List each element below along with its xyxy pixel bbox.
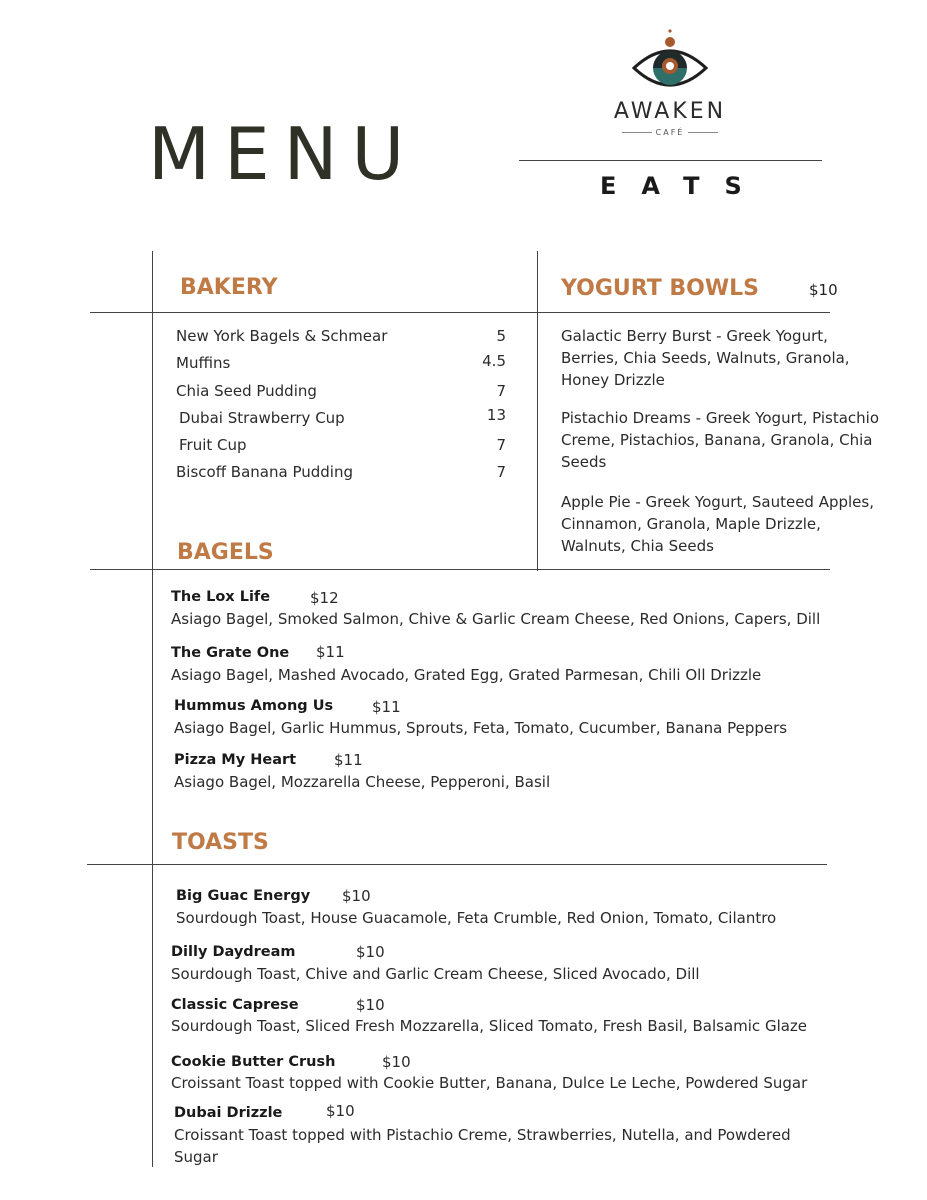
- header-divider: [519, 160, 822, 161]
- eye-logo-icon: [628, 28, 712, 98]
- yogurt-item: Pistachio Dreams - Greek Yogurt, Pistachio Creme, Pistachios, Banana, Granola, Chia Seeds: [561, 409, 880, 471]
- toast-name: Classic Caprese: [171, 997, 299, 1013]
- yogurt-price: $10: [809, 281, 838, 299]
- bakery-divider: [90, 312, 830, 313]
- yogurt-item: Apple Pie - Greek Yogurt, Sauteed Apples, Cinnamon, Granola, Maple Drizzle, Walnuts, Chia Seeds: [561, 493, 874, 555]
- bagel-desc: Asiago Bagel, Mashed Avocado, Grated Egg, Grated Parmesan, Chili Oll Drizzle: [171, 666, 762, 684]
- bagel-name: Hummus Among Us: [174, 698, 334, 714]
- bagel-price: $11: [372, 698, 401, 716]
- list-item: Muffins: [176, 354, 231, 372]
- toast-price: $10: [342, 887, 371, 905]
- item-price: 7: [496, 382, 506, 400]
- toast-desc: Sourdough Toast, Sliced Fresh Mozzarella, Sliced Tomato, Fresh Basil, Balsamic Glaze: [171, 1017, 808, 1035]
- list-item: Dubai Strawberry Cup: [179, 409, 345, 427]
- item-price: 7: [496, 463, 506, 481]
- yogurt-heading: YOGURT BOWLS: [561, 276, 759, 301]
- toast-desc: Croissant Toast topped with Cookie Butter, Banana, Dulce Le Leche, Powdered Sugar: [171, 1074, 808, 1092]
- list-item: Chia Seed Pudding: [176, 382, 317, 400]
- bagel-price: $12: [310, 589, 339, 607]
- bakery-heading: BAKERY: [180, 275, 278, 300]
- bagel-desc: Asiago Bagel, Mozzarella Cheese, Pepperoni, Basil: [174, 773, 551, 791]
- brand-sub: CAFÉ: [600, 128, 740, 137]
- toast-desc: Sourdough Toast, House Guacamole, Feta Crumble, Red Onion, Tomato, Cilantro: [176, 909, 777, 927]
- item-price: 4.5: [482, 352, 506, 370]
- left-vertical-rule: [152, 251, 153, 1167]
- brand-name: AWAKEN: [613, 99, 727, 124]
- bagel-name: The Grate One: [171, 645, 290, 661]
- toast-price: $10: [356, 996, 385, 1014]
- eats-subtitle: EATS: [600, 172, 767, 200]
- toast-name: Dilly Daydream: [171, 944, 296, 960]
- bagel-name: Pizza My Heart: [174, 752, 297, 768]
- toast-price: $10: [356, 943, 385, 961]
- toast-desc: Sourdough Toast, Chive and Garlic Cream Cheese, Sliced Avocado, Dill: [171, 965, 700, 983]
- toast-desc: Croissant Toast topped with Pistachio Creme, Strawberries, Nutella, and Powdered Sugar: [174, 1126, 791, 1166]
- list-item: Fruit Cup: [179, 436, 247, 454]
- item-price: 5: [496, 327, 506, 345]
- toasts-heading: TOASTS: [172, 830, 269, 855]
- bagels-heading: BAGELS: [177, 540, 274, 565]
- bagel-price: $11: [316, 643, 345, 661]
- toasts-divider: [87, 864, 827, 865]
- list-item: New York Bagels & Schmear: [176, 327, 388, 345]
- bagels-divider: [90, 569, 830, 570]
- center-vertical-rule: [537, 251, 538, 571]
- toast-price: $10: [382, 1053, 411, 1071]
- toast-name: Dubai Drizzle: [174, 1105, 283, 1121]
- bagel-name: The Lox Life: [171, 589, 271, 605]
- list-item: Biscoff Banana Pudding: [176, 463, 353, 481]
- toast-price: $10: [326, 1102, 355, 1120]
- yogurt-item: Galactic Berry Burst - Greek Yogurt, Berries, Chia Seeds, Walnuts, Granola, Honey Drizzle: [561, 327, 850, 389]
- toast-name: Big Guac Energy: [176, 888, 311, 904]
- item-price: 7: [496, 436, 506, 454]
- bagel-price: $11: [334, 751, 363, 769]
- item-price: 13: [486, 406, 506, 424]
- menu-title: MENU: [148, 112, 419, 196]
- bagel-desc: Asiago Bagel, Smoked Salmon, Chive & Garlic Cream Cheese, Red Onions, Capers, Dill: [171, 610, 821, 628]
- bagel-desc: Asiago Bagel, Garlic Hummus, Sprouts, Feta, Tomato, Cucumber, Banana Peppers: [174, 719, 788, 737]
- toast-name: Cookie Butter Crush: [171, 1054, 336, 1070]
